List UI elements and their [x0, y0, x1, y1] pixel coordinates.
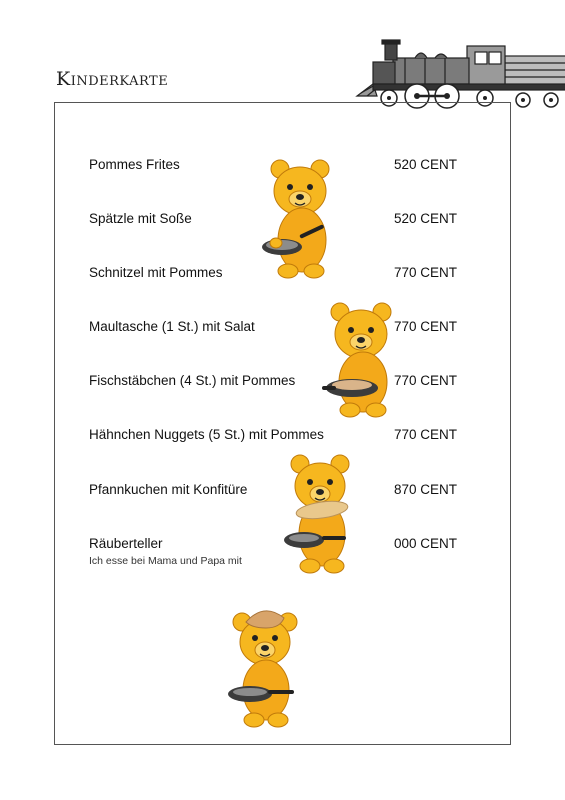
- menu-item: [89, 482, 459, 502]
- item-note: Ich esse bei Mama und Papa mit: [89, 555, 242, 567]
- item-price: 520 CENT: [393, 157, 457, 172]
- item-name: Fischstäbchen (4 St.) mit Pommes: [89, 373, 296, 388]
- bear-with-pancake-icon: [282, 452, 358, 574]
- item-name: Schnitzel mit Pommes: [89, 265, 223, 280]
- steam-locomotive-icon: [355, 38, 565, 110]
- item-price: 770 CENT: [393, 265, 457, 280]
- item-name: Hähnchen Nuggets (5 St.) mit Pommes: [89, 427, 324, 442]
- bear-with-fish-pan-icon: [322, 300, 404, 418]
- item-name: Maultasche (1 St.) mit Salat: [89, 319, 255, 334]
- bear-with-pan-icon: [258, 155, 340, 280]
- item-name: Räuberteller: [89, 536, 163, 551]
- item-name: Pfannkuchen mit Konfitüre: [89, 482, 248, 497]
- menu-item: [89, 427, 459, 447]
- item-name: Spätzle mit Soße: [89, 211, 192, 226]
- item-name: Pommes Frites: [89, 157, 180, 172]
- item-price: 870 CENT: [393, 482, 457, 497]
- menu-item: [89, 536, 459, 572]
- item-price: 770 CENT: [393, 373, 457, 388]
- item-price: 770 CENT: [393, 319, 457, 334]
- item-price: 520 CENT: [393, 211, 457, 226]
- item-price: 770 CENT: [393, 427, 457, 442]
- menu-title: Kinderkarte: [56, 68, 169, 90]
- bear-with-hat-pan-icon: [228, 604, 304, 728]
- item-price: 000 CENT: [393, 536, 457, 551]
